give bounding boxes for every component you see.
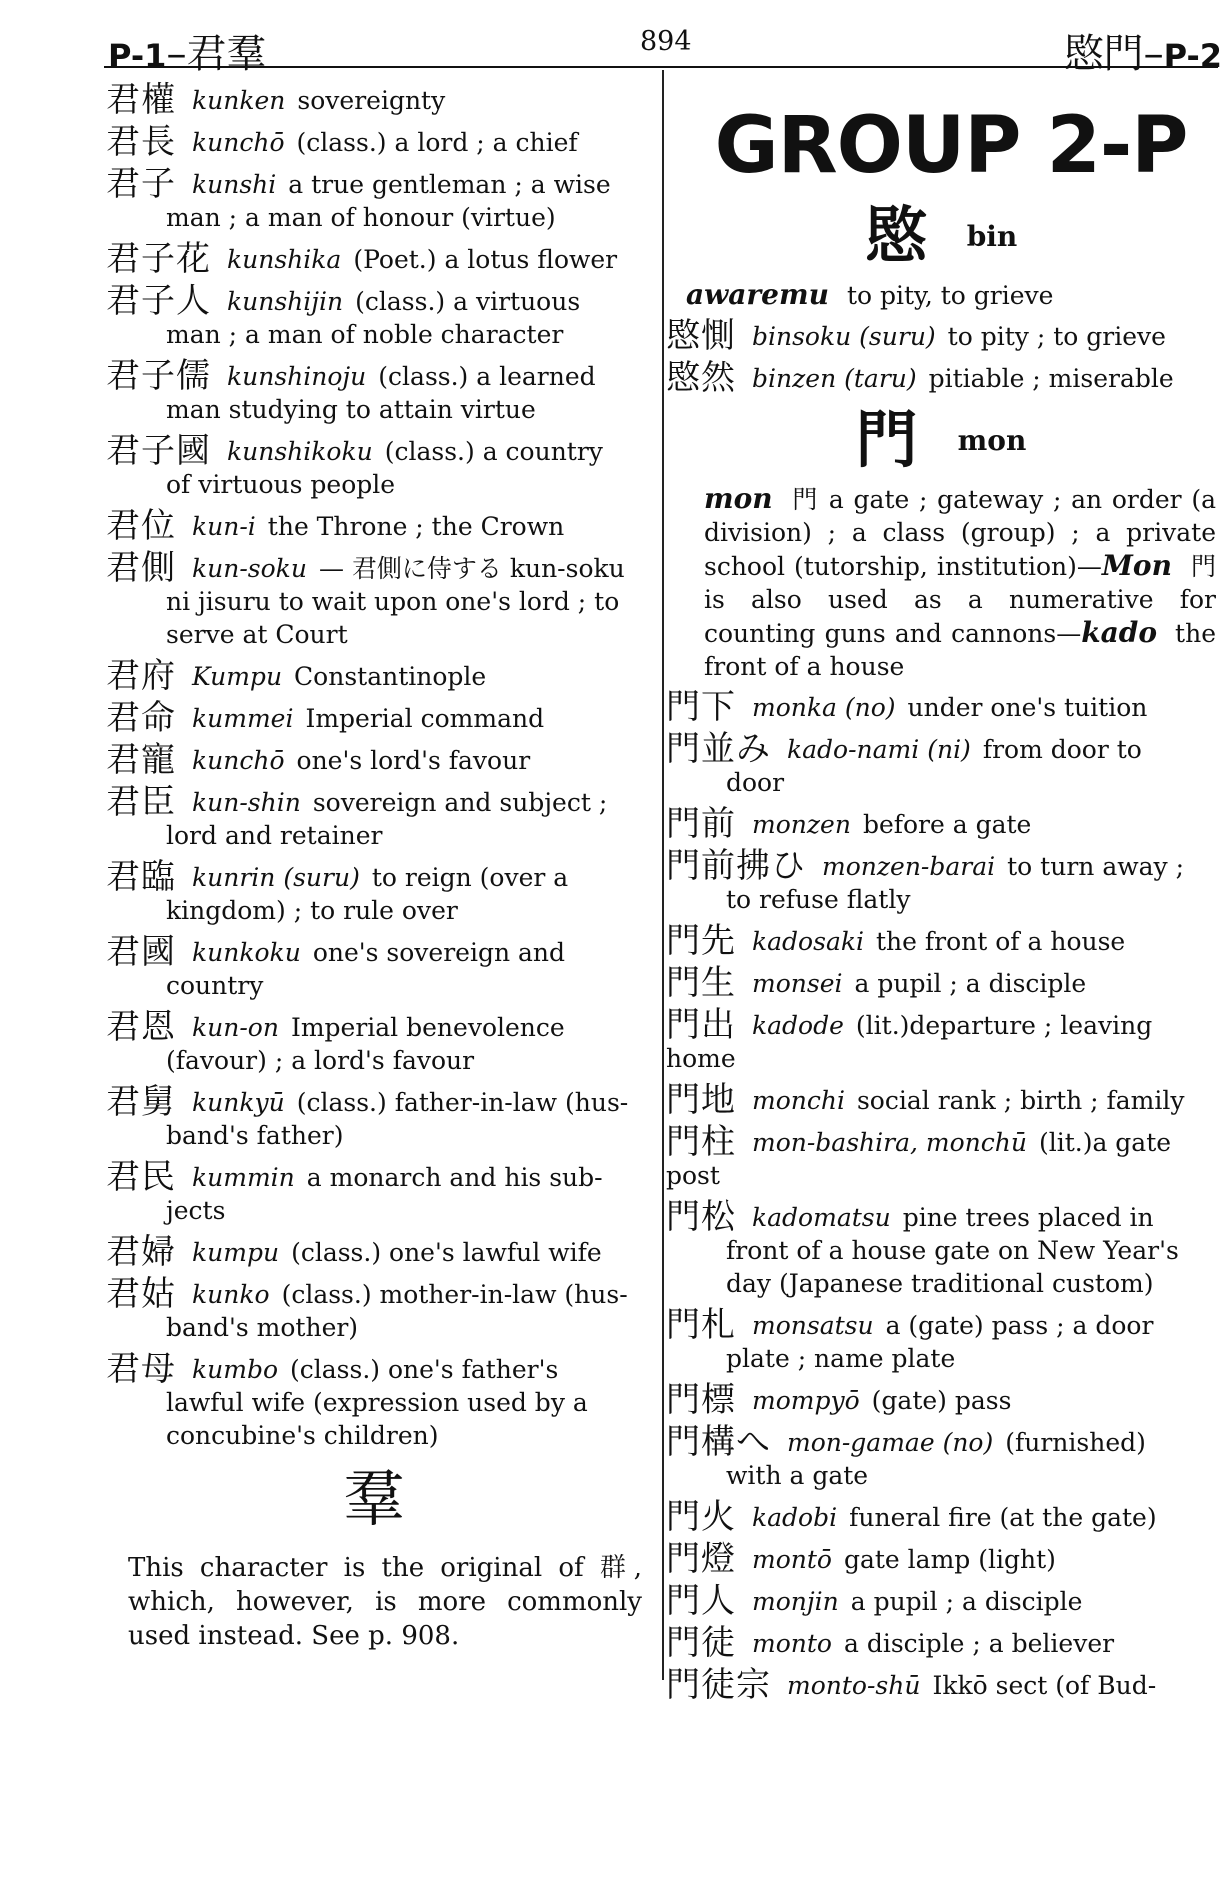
entry-line — [106, 857, 642, 897]
entry-definition: one's lord's favour — [296, 746, 531, 775]
entry-continuation: front of a house gate on New Year's day (Japanese traditional custom) — [726, 1236, 1179, 1298]
group-title: GROUP 2-P — [714, 101, 1188, 191]
dictionary-entry — [106, 356, 642, 426]
entry-continuation: band's father) — [166, 1121, 344, 1150]
entry-romaji: kunshijin — [227, 287, 344, 316]
entry-definition: (class.) a lord ; a chief — [296, 128, 578, 157]
entry-line — [106, 932, 642, 972]
dictionary-entry — [666, 358, 1216, 398]
heading-character: 羣 — [342, 1462, 405, 1535]
dictionary-entry — [106, 1157, 642, 1227]
entry-romaji: kummei — [192, 704, 294, 733]
entry-continuation: kingdom) ; to rule over — [166, 896, 458, 925]
dictionary-entry — [106, 281, 642, 351]
head-chars-right: 愍門 — [1063, 31, 1144, 77]
entry-continuation: country — [166, 971, 264, 1000]
entry-definition: to turn away ; — [1007, 852, 1185, 881]
dictionary-entry — [106, 1274, 642, 1344]
mon-intro — [666, 482, 1216, 683]
entry-line — [666, 921, 1216, 961]
entry-line — [666, 1539, 1216, 1579]
dictionary-entry — [666, 1539, 1216, 1579]
dictionary-entry — [666, 687, 1216, 727]
entry-line — [666, 1080, 1216, 1120]
entry-kanji: 門標 — [666, 1380, 736, 1420]
entry-kanji: 君子花 — [106, 239, 211, 279]
entry-definition: a pupil ; a disciple — [850, 1587, 1083, 1616]
entry-definition: (class.) mother-in-law (hus- — [281, 1280, 628, 1309]
page-number: 894 — [640, 26, 692, 57]
entry-kanji: 君權 — [106, 80, 176, 120]
entry-romaji: kun-shin — [192, 788, 301, 817]
entry-definition: Ikkō sect (of Bud- — [932, 1671, 1157, 1700]
entry-romaji: kunshikoku — [227, 437, 373, 466]
entry-continuation: man ; a man of honour (virtue) — [166, 203, 556, 232]
entry-definition: (furnished) — [1005, 1428, 1146, 1457]
entry-romaji: binsoku (suru) — [752, 322, 936, 351]
dictionary-entry — [666, 316, 1216, 356]
entry-definition: (class.) a country — [384, 437, 603, 466]
dictionary-entry — [106, 698, 642, 738]
entry-definition: (class.) one's father's — [290, 1355, 559, 1384]
running-head — [108, 14, 1222, 77]
entry-romaji: kadosaki — [752, 927, 864, 956]
entry-line — [106, 164, 642, 204]
entry-kanji: 門下 — [666, 687, 736, 727]
entry-kanji: 君命 — [106, 698, 176, 738]
entry-definition: Constantinople — [294, 662, 487, 691]
entry-continuation: plate ; name plate — [726, 1344, 956, 1373]
entry-line — [106, 698, 642, 738]
mon-intro-text-3: the front of a house — [704, 619, 1216, 681]
mon-entry-list — [666, 687, 1216, 1705]
entry-kanji: 君寵 — [106, 740, 176, 780]
entry-kanji: 君子國 — [106, 431, 211, 471]
entry-kanji: 門人 — [666, 1581, 736, 1621]
entry-romaji: kunchō — [192, 128, 285, 157]
entry-definition: before a gate — [862, 810, 1032, 839]
entry-definition: sovereign and subject ; — [312, 788, 608, 817]
entry-romaji: monchi — [752, 1086, 845, 1115]
column-divider — [662, 70, 664, 1680]
section-code-right: P-2 — [1163, 37, 1222, 75]
dictionary-entry — [106, 1232, 642, 1272]
entry-romaji: kunken — [192, 86, 286, 115]
entry-romaji: kunkyū — [192, 1088, 285, 1117]
entry-romaji: monsatsu — [752, 1311, 874, 1340]
dictionary-entry — [666, 1581, 1216, 1621]
entry-definition: (class.) one's lawful wife — [291, 1238, 602, 1267]
entry-kanji: 君姑 — [106, 1274, 176, 1314]
entry-kanji: 門柱 — [666, 1122, 736, 1162]
dictionary-entry — [666, 963, 1216, 1003]
entry-romaji: kunko — [192, 1280, 270, 1309]
entry-kanji: 君臨 — [106, 857, 176, 897]
entry-line — [106, 356, 642, 396]
entry-definition: to reign (over a — [371, 863, 569, 892]
entry-definition: (gate) pass — [871, 1386, 1012, 1415]
entry-kanji: 君子 — [106, 164, 176, 204]
entry-romaji: kumpu — [192, 1238, 280, 1267]
entry-kanji: 門火 — [666, 1497, 736, 1537]
entry-kanji: 門先 — [666, 921, 736, 961]
entry-continuation: to refuse flatly — [726, 885, 911, 914]
dictionary-entry — [666, 921, 1216, 961]
entry-continuation: jects — [166, 1196, 226, 1225]
entry-line — [666, 1305, 1216, 1345]
entry-continuation: lawful wife (expression used by a concubine's children) — [166, 1388, 588, 1450]
entry-definition: funeral fire (at the gate) — [849, 1503, 1157, 1532]
entry-line — [666, 804, 1216, 844]
entry-kanji: 門前拂ひ — [666, 846, 806, 886]
entry-romaji: mon-gamae (no) — [787, 1428, 994, 1457]
dictionary-entry — [106, 239, 642, 279]
entry-romaji: monzen — [752, 810, 851, 839]
entry-kanji: 門並み — [666, 729, 771, 769]
entry-definition: Imperial benevolence — [290, 1013, 565, 1042]
bin-intro-romaji: awaremu — [686, 278, 829, 311]
entry-definition: (class.) a virtuous — [355, 287, 581, 316]
entry-kanji: 君民 — [106, 1157, 176, 1197]
entry-romaji: kun-on — [192, 1013, 279, 1042]
entry-kanji: 君婦 — [106, 1232, 176, 1272]
entry-line — [666, 1581, 1216, 1621]
entry-romaji: kadode — [752, 1011, 844, 1040]
entry-definition: (lit.)a gate post — [666, 1128, 1172, 1190]
entry-romaji: mon-bashira, monchū — [752, 1128, 1027, 1157]
dictionary-entry — [106, 548, 642, 651]
mon-heading-kanji: 門 — [855, 403, 918, 476]
mon-intro-romaji: mon — [704, 482, 773, 515]
entry-line — [666, 1122, 1216, 1192]
right-column — [666, 84, 1216, 1711]
entry-definition: pine trees placed in — [902, 1203, 1154, 1232]
dictionary-entry — [106, 1007, 642, 1077]
entry-line — [666, 1665, 1216, 1705]
dictionary-entry — [106, 656, 642, 696]
bin-heading-reading: bin — [966, 219, 1018, 253]
entry-continuation: ni jisuru to wait upon one's lord ; to serve at Court — [166, 587, 620, 649]
entry-line — [106, 281, 642, 321]
dictionary-entry — [666, 1422, 1216, 1492]
entry-line — [106, 1349, 642, 1389]
entry-kanji: 君側 — [106, 548, 176, 588]
entry-kanji: 君恩 — [106, 1007, 176, 1047]
entry-kanji: 愍惻 — [666, 316, 736, 356]
dictionary-entry — [666, 1665, 1216, 1705]
entry-continuation: band's mother) — [166, 1313, 359, 1342]
entry-definition: the front of a house — [876, 927, 1126, 956]
dictionary-entry — [666, 1305, 1216, 1375]
entry-line — [106, 239, 642, 279]
entry-line — [666, 1197, 1216, 1237]
dictionary-entry — [106, 857, 642, 927]
dictionary-entry — [106, 122, 642, 162]
entry-romaji: kunrin (suru) — [192, 863, 360, 892]
entry-definition: a pupil ; a disciple — [854, 969, 1087, 998]
dash-left: – — [166, 31, 187, 77]
entry-line — [106, 506, 642, 546]
entry-kanji: 門徒宗 — [666, 1665, 771, 1705]
bin-intro — [666, 278, 1216, 312]
entry-romaji: kunshi — [192, 170, 277, 199]
entry-kanji: 君位 — [106, 506, 176, 546]
entry-kanji: 門出 — [666, 1005, 736, 1045]
entry-romaji: monjin — [752, 1587, 839, 1616]
bin-heading-kanji: 愍 — [864, 199, 927, 272]
entry-definition: to pity ; to grieve — [947, 322, 1166, 351]
entry-line — [106, 740, 642, 780]
entry-kanji: 君母 — [106, 1349, 176, 1389]
entry-definition: (Poet.) a lotus flower — [353, 245, 618, 274]
entry-definition: (class.) father-in-law (hus- — [296, 1088, 629, 1117]
mon-heading — [666, 404, 1216, 476]
entry-line — [666, 1422, 1216, 1462]
entry-romaji: kunshinoju — [227, 362, 367, 391]
dictionary-entry — [106, 740, 642, 780]
running-head-left — [108, 22, 266, 79]
entry-line — [106, 1157, 642, 1197]
entry-romaji: kun-soku — [192, 554, 307, 583]
entry-continuation: (favour) ; a lord's favour — [166, 1046, 475, 1075]
entry-definition: gate lamp (light) — [843, 1545, 1056, 1574]
entry-kanji: 門構へ — [666, 1422, 771, 1462]
mon-intro-kanji: 門 — [790, 485, 820, 514]
entry-kanji: 門札 — [666, 1305, 736, 1345]
mon-intro-romaji-3: kado — [1081, 616, 1158, 649]
dictionary-entry — [666, 1623, 1216, 1663]
entry-definition: (class.) a learned — [378, 362, 596, 391]
entry-kanji: 門松 — [666, 1197, 736, 1237]
entry-romaji: binzen (taru) — [752, 364, 917, 393]
entry-kanji: 門燈 — [666, 1539, 736, 1579]
mon-intro-kanji-2: 門 — [1189, 552, 1216, 581]
dictionary-entry — [666, 729, 1216, 799]
entry-kanji: 君舅 — [106, 1082, 176, 1122]
entry-line — [106, 1007, 642, 1047]
entry-romaji: kadomatsu — [752, 1203, 891, 1232]
dictionary-entry — [106, 164, 642, 234]
dictionary-entry — [666, 1005, 1216, 1075]
entry-romaji: kun-i — [192, 512, 256, 541]
entry-definition: — 君側に侍する kun-soku — [318, 554, 625, 583]
bin-intro-definition: to pity, to grieve — [846, 281, 1054, 310]
entry-definition: a disciple ; a believer — [843, 1629, 1115, 1658]
entry-definition: social rank ; birth ; family — [856, 1086, 1185, 1115]
dictionary-entry — [666, 846, 1216, 916]
mon-intro-text-2: is also used as a numerative for counting guns and cannons— — [704, 585, 1216, 648]
dictionary-entry — [666, 1080, 1216, 1120]
entry-romaji: montō — [752, 1545, 832, 1574]
entry-line — [106, 122, 642, 162]
entry-definition: from door to — [982, 735, 1142, 764]
entry-continuation: man studying to attain virtue — [166, 395, 536, 424]
entry-definition: under one's tuition — [907, 693, 1148, 722]
left-column — [106, 80, 642, 1653]
entry-line — [106, 1082, 642, 1122]
entry-continuation: man ; a man of noble character — [166, 320, 564, 349]
header-rule — [104, 66, 1218, 68]
entry-line — [666, 316, 1216, 356]
dictionary-entry — [106, 1082, 642, 1152]
entry-romaji: monsei — [752, 969, 843, 998]
character-note: This character is the original of 群, which, however, is more commonly used instead. See p. 908. — [128, 1553, 642, 1651]
entry-line — [666, 1005, 1216, 1075]
entry-kanji: 門地 — [666, 1080, 736, 1120]
entry-romaji: kunchō — [192, 746, 285, 775]
entry-continuation: of virtuous people — [166, 470, 396, 499]
entry-line — [666, 729, 1216, 769]
entry-continuation: door — [726, 768, 785, 797]
entry-kanji: 君子人 — [106, 281, 211, 321]
entry-romaji: kunshika — [227, 245, 342, 274]
dictionary-entry — [106, 506, 642, 546]
entry-romaji: mompyō — [752, 1386, 860, 1415]
dictionary-entry — [666, 1197, 1216, 1300]
head-chars-left: 君羣 — [186, 31, 267, 77]
entry-kanji: 門生 — [666, 963, 736, 1003]
entry-line — [106, 80, 642, 120]
entry-line — [666, 358, 1216, 398]
entry-line — [106, 431, 642, 471]
mon-intro-text: a gate ; gateway ; an order (a division) ; a class (group) ; a private school (tutorship, institution)— — [704, 485, 1216, 581]
entry-line — [106, 782, 642, 822]
entry-continuation: with a gate — [726, 1461, 869, 1490]
entry-definition: a true gentleman ; a wise — [288, 170, 611, 199]
entry-definition: one's sovereign and — [312, 938, 566, 967]
entry-line — [666, 846, 1216, 886]
dictionary-entry — [106, 431, 642, 501]
section-code-left: P-1 — [108, 37, 167, 75]
entry-line — [106, 656, 642, 696]
entry-romaji: Kumpu — [192, 662, 283, 691]
entry-kanji: 愍然 — [666, 358, 736, 398]
entry-definition: a (gate) pass ; a door — [885, 1311, 1154, 1340]
entry-romaji: kado-nami (ni) — [787, 735, 971, 764]
dictionary-entry — [106, 1349, 642, 1452]
entry-definition: sovereignty — [297, 86, 446, 115]
entry-romaji: monzen-barai — [822, 852, 996, 881]
dictionary-entry — [106, 80, 642, 120]
entry-line — [666, 1497, 1216, 1537]
entry-kanji: 君長 — [106, 122, 176, 162]
entry-definition: (lit.)departure ; leaving home — [666, 1011, 1153, 1073]
entry-romaji: kadobi — [752, 1503, 838, 1532]
entry-romaji: monto-shū — [787, 1671, 921, 1700]
dictionary-entry — [106, 782, 642, 852]
dictionary-entry — [666, 1497, 1216, 1537]
entry-romaji: kumbo — [192, 1355, 279, 1384]
entry-romaji: monto — [752, 1629, 832, 1658]
entry-definition: the Throne ; the Crown — [267, 512, 565, 541]
entry-line — [666, 1623, 1216, 1663]
dictionary-entry — [106, 932, 642, 1002]
entry-definition: Imperial command — [305, 704, 545, 733]
dictionary-entry — [666, 1122, 1216, 1192]
entry-kanji: 君臣 — [106, 782, 176, 822]
dictionary-entry — [666, 1380, 1216, 1420]
entry-line — [666, 1380, 1216, 1420]
mon-intro-romaji-2: Mon — [1101, 549, 1172, 582]
dictionary-entry — [666, 804, 1216, 844]
entry-line — [106, 1232, 642, 1272]
entry-line — [106, 548, 642, 588]
entry-definition: pitiable ; miserable — [928, 364, 1174, 393]
entry-line — [106, 1274, 642, 1314]
bin-heading — [666, 200, 1216, 272]
entry-continuation: lord and retainer — [166, 821, 383, 850]
entry-definition: a monarch and his sub- — [306, 1163, 603, 1192]
dash-right: – — [1143, 31, 1164, 77]
entry-romaji: kunkoku — [192, 938, 301, 967]
entry-kanji: 門前 — [666, 804, 736, 844]
entry-romaji: monka (no) — [752, 693, 896, 722]
mon-heading-reading: mon — [957, 423, 1027, 457]
entry-kanji: 君府 — [106, 656, 176, 696]
bin-entry-list — [666, 316, 1216, 398]
entry-line — [666, 687, 1216, 727]
entry-kanji: 門徒 — [666, 1623, 736, 1663]
running-head-right — [1064, 22, 1222, 79]
left-entry-list — [106, 80, 642, 1452]
entry-kanji: 君子儒 — [106, 356, 211, 396]
entry-line — [666, 963, 1216, 1003]
entry-romaji: kummin — [192, 1163, 295, 1192]
entry-kanji: 君國 — [106, 932, 176, 972]
